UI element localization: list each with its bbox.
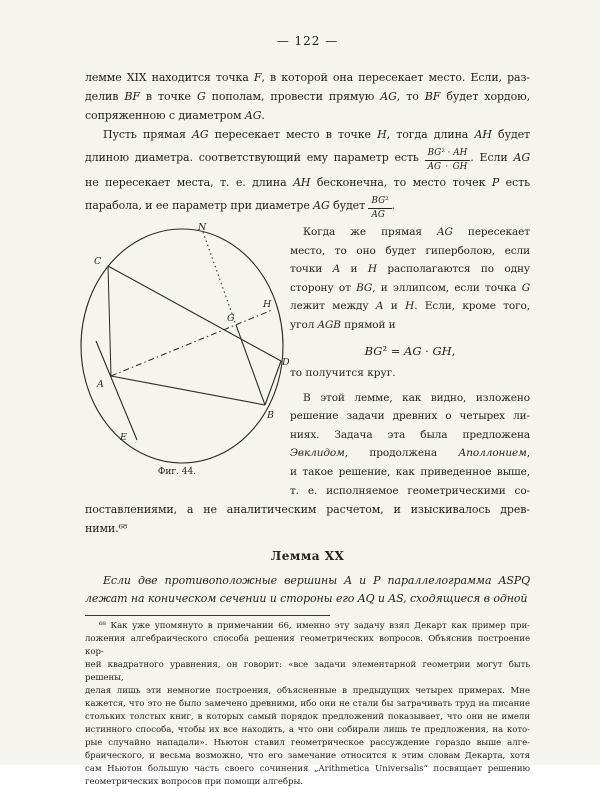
text-line: то получится круг. xyxy=(290,366,396,379)
footnote-line: истинного способа, чтобы их все находить, а что они собирали лишь те предложения, на кото- xyxy=(85,725,530,736)
text-line: Когда же прямая AG пересекает xyxy=(303,226,531,239)
text-line-with-fraction xyxy=(85,144,530,173)
footnote-line: ⁶⁸ Как уже упомянуто в примечании 66, именно эту задачу взял Декарт как пример при- xyxy=(99,621,530,632)
figure-caption: Фиг. 44. xyxy=(157,467,197,478)
lemma-xx-statement xyxy=(85,572,530,608)
footnote-line: ней квадратного уравнения, он говорит: «все задачи элементарной геометрии могут быть решены, xyxy=(85,660,530,684)
text-line: угол AGB прямой и xyxy=(290,319,396,332)
text-line: делив BF в точке G пополам, провести прямую AG, то BF будет хордою, xyxy=(85,90,530,103)
chord-AB xyxy=(111,376,265,405)
lemma-xx-heading: Лемма XX xyxy=(270,549,345,564)
paragraph-3 xyxy=(290,223,530,335)
footnote-rule xyxy=(85,615,330,616)
text-line: поставлениями, а не аналитическим расчетом, и изыскивалось древ- xyxy=(85,503,530,517)
point-label-D: D xyxy=(282,357,290,369)
fraction-denominator: AG xyxy=(371,209,385,220)
chord-BD xyxy=(265,361,281,405)
point-label-H: H xyxy=(263,299,272,311)
line-through-A-to-E xyxy=(96,341,137,440)
text-line: лежат на коническом сечении и стороны его AQ и AS, сходящиеся в одной xyxy=(85,592,528,606)
footnote-line: кажется, что это не было замечено древними, ибо они не стали бы затрачивать труд на писание xyxy=(85,699,530,710)
text-line-with-fraction xyxy=(85,192,530,221)
fraction-numerator: BG² · AH xyxy=(425,148,471,161)
point-label-A: A xyxy=(97,379,104,391)
text-line: т. е. исполняемое геометрическими со- xyxy=(290,484,530,497)
right-column xyxy=(290,223,530,500)
text-line: решение задачи древних о четырех ли- xyxy=(290,410,530,423)
footnote-line: стольких толстых книг, в которых самый порядок предложений показывает, что они не имели xyxy=(85,712,530,723)
chord-CA xyxy=(108,266,111,376)
text-line: ниях. Задача эта была предложена xyxy=(290,428,530,441)
point-label-G: G xyxy=(227,313,235,325)
footnote-line: рые случайно нападали». Ньютон ставил геометрическое рассуждение гораздо выше алге- xyxy=(85,738,530,749)
text-line: лемме XIX находится точка F, в которой она пересекает место. Если, раз- xyxy=(85,71,531,84)
dotted-line-NG xyxy=(203,232,236,325)
fraction-numerator: BG² xyxy=(368,196,391,209)
text-line: лежит между A и H. Если, кроме того, xyxy=(290,300,531,313)
paragraph-1 xyxy=(85,68,530,125)
text-line: В этой лемме, как видно, изложено xyxy=(303,391,530,404)
fraction-denominator: AG · GH xyxy=(427,162,468,172)
text-line: Пусть прямая AG пересекает место в точке H, тогда длина AH будет xyxy=(103,128,531,141)
point-label-C: C xyxy=(94,256,102,268)
text-line: и такое решение, как приведенное выше, xyxy=(290,466,530,479)
fraction xyxy=(368,196,391,220)
geometric-diagram xyxy=(72,223,290,471)
text-segment: . xyxy=(391,198,396,212)
point-label-E: E xyxy=(120,432,127,444)
footnote-68 xyxy=(85,620,530,789)
page-content xyxy=(85,34,530,789)
text-segment: парабола, и ее параметр при диаметре AG будет xyxy=(85,198,369,212)
text-line: не пересекает места, т. е. длина AH бесконечна, то место точек P есть xyxy=(85,175,530,189)
text-segment: . Если AG xyxy=(470,151,530,164)
text-line: сопряженною с диаметром AG. xyxy=(85,109,265,122)
figure-44 xyxy=(72,223,290,500)
footnote-line: ложения алгебраического способа решения геометрических вопросов. Объяснив построение кор- xyxy=(85,634,530,658)
text-line: Если две противоположные вершины A и P параллелограмма ASPQ xyxy=(103,574,530,588)
footnote-line: делая лишь эти немногие построения, объясненные в предыдущих четырех примерах. Мне xyxy=(85,686,530,697)
page-number: — 122 — xyxy=(276,34,339,48)
footnote-line: браического, и весьма возможно, что его замечание относится к этим словам Декарта, хотя xyxy=(85,751,530,762)
text-line: точки A и H располагаются по одну xyxy=(290,263,530,276)
text-line: ними.⁶⁸ xyxy=(85,522,128,536)
text-line: место, то оно будет гиперболою, если xyxy=(290,244,530,257)
footnote-line: сам Ньютон большую часть своего сочинения „Arithmetica Universalis“ посвящает решению xyxy=(85,764,530,775)
figure-and-text-row xyxy=(72,223,530,500)
text-segment: длиною диаметра. соответствующий ему параметр есть xyxy=(85,151,425,164)
paragraph-4-continuation xyxy=(85,500,530,538)
paragraph-2 xyxy=(85,125,530,220)
text-line: Эвклидом, продолжена Аполлонием, xyxy=(290,447,530,460)
text-line: сторону от BG, и эллипсом, если точка G xyxy=(290,281,530,294)
point-label-B: B xyxy=(267,410,274,422)
fraction xyxy=(425,148,471,172)
segment-GB xyxy=(236,325,265,405)
point-label-N: N xyxy=(198,222,207,234)
display-formula: BG² = AG · GH, xyxy=(364,343,456,358)
footnote-line: геометрических вопросов при помощи алгебры. xyxy=(85,777,303,788)
paragraph-4 xyxy=(290,389,530,501)
chord-CD xyxy=(108,266,281,361)
